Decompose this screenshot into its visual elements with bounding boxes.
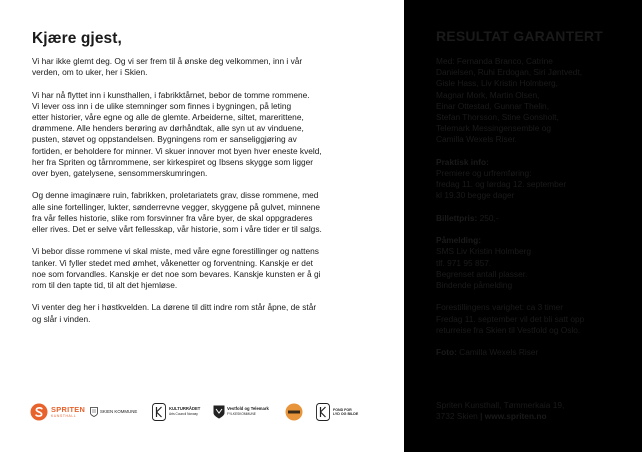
signup-info: Påmelding: SMS Liv Kristin Holmberg tlf. 971 95 857. Begrenset antall plasser. Bindende påmelding [436, 235, 532, 291]
cast-list: Med: Fernanda Branco, Catrine Danielsen, Ruhi Erdogan, Siri Jøntvedt, Gisle Hass, Liv Kristin Holmberg, Magnar Mork, Martin Olsen, Einar Ottestad, Gunnar Thelin, Stefan Thorsson, Stine Gonsholt, Telemark Messingensemble og Camilla Wexels Riser. [436, 56, 583, 145]
partner-badge-logo [285, 402, 303, 422]
kulturradet-logo: KULTURRÅDET Arts Council Norway [152, 402, 200, 422]
paragraph-1: Vi har ikke glemt deg. Og vi ser frem til å ønske deg velkommen, inn i vår verden, om to uker, her i Skien. [32, 56, 303, 78]
skien-kommune-logo: SKIEN KOMMUNE [90, 402, 137, 422]
skien-crest-icon [90, 407, 98, 417]
county-crest-icon [213, 405, 225, 419]
sponsor-logos [30, 402, 380, 422]
greeting: Kjære gjest, [32, 30, 122, 47]
spriten-logo: SPRITEN KUNSTHALL [30, 402, 85, 422]
address-footer: Spriten Kunsthall, Tømmerkaia 19, 3732 Skien | www.spriten.no [436, 400, 565, 422]
paragraph-3: Og denne imaginære ruin, fabrikken, proletariatets grav, disse rommene, med alle sine fortellinger, lukter, sønderrevne vegger, skyggene på gulvet, minnene fra vår felles historie, slike rom forsvinner fra våre byer, de skal oppgraderes eller rives. Det er selve vårt fellesskap, vår historie, som i våre tider er til salgs. [32, 190, 322, 235]
result-info [436, 56, 626, 370]
ticket-price: Billettpris: 250,- [436, 212, 499, 223]
kulturradet-icon [152, 403, 166, 421]
photo-credit: Foto: Camilla Wexels Riser [436, 347, 539, 358]
practical-info: Praktisk info: Premiere og urfremføring: fredag 11. og lørdag 12. september kl 19.30 begge dager [436, 156, 567, 201]
paragraph-5: Vi venter deg her i høstkvelden. La dørene til ditt indre rom står åpne, de står og slår i vinden. [32, 302, 317, 324]
fond-icon [316, 403, 330, 421]
paragraph-4: Vi bebor disse rommene vi skal miste, med våre egne forestillinger og nattens tanker. Vi fyller stedet med ømhet, våkenetter og forventning. Kanskje er det noe som forvandles. Kanskje er det noe som bevares. Kanskje kunsten er å gi rom til den tapte tid, til alt det hjemløse. [32, 246, 321, 291]
partner-badge-icon [285, 403, 303, 421]
website-link[interactable]: www.spriten.no [484, 411, 547, 422]
letter-body [32, 56, 378, 336]
fond-lyd-bilde-logo: FOND FOR LYD OG BILDE [316, 402, 359, 422]
duration-info: Forestillingens varighet: ca 3 timer Fredag 11. september vil det bli satt opp returreise fra Skien til Vestfold og Oslo. [436, 302, 585, 335]
paragraph-2: Vi har nå flyttet inn i kunsthallen, i fabrikktårnet, bebor de tomme rommene. Vi lever oss inn i de ulike stemninger som finnes i bygningen, på leting etter historier, våre egne og alle de glemte. Arbeiderne, siltet, marerittene, drømmene. Alle henders berøring av dørhåndtak, alle syn ut av vinduene, pusten, støvet og oppstandelsen. Bygningens rom er sanseliggjøring av fortiden, er beholdere for minner. Vi skuer innover mot byen hver eneste kveld, her fra Spriten og tårnrommene, ser kirkespiret og Ibsens skygge som ligger over byen, gatelysene, sensommerskumringen. [32, 89, 322, 179]
result-title: RESULTAT GARANTERT [436, 28, 603, 44]
vestfold-telemark-logo: Vestfold og Telemark FYLKESKOMMUNE [213, 402, 269, 422]
spriten-logo-icon [30, 403, 48, 421]
